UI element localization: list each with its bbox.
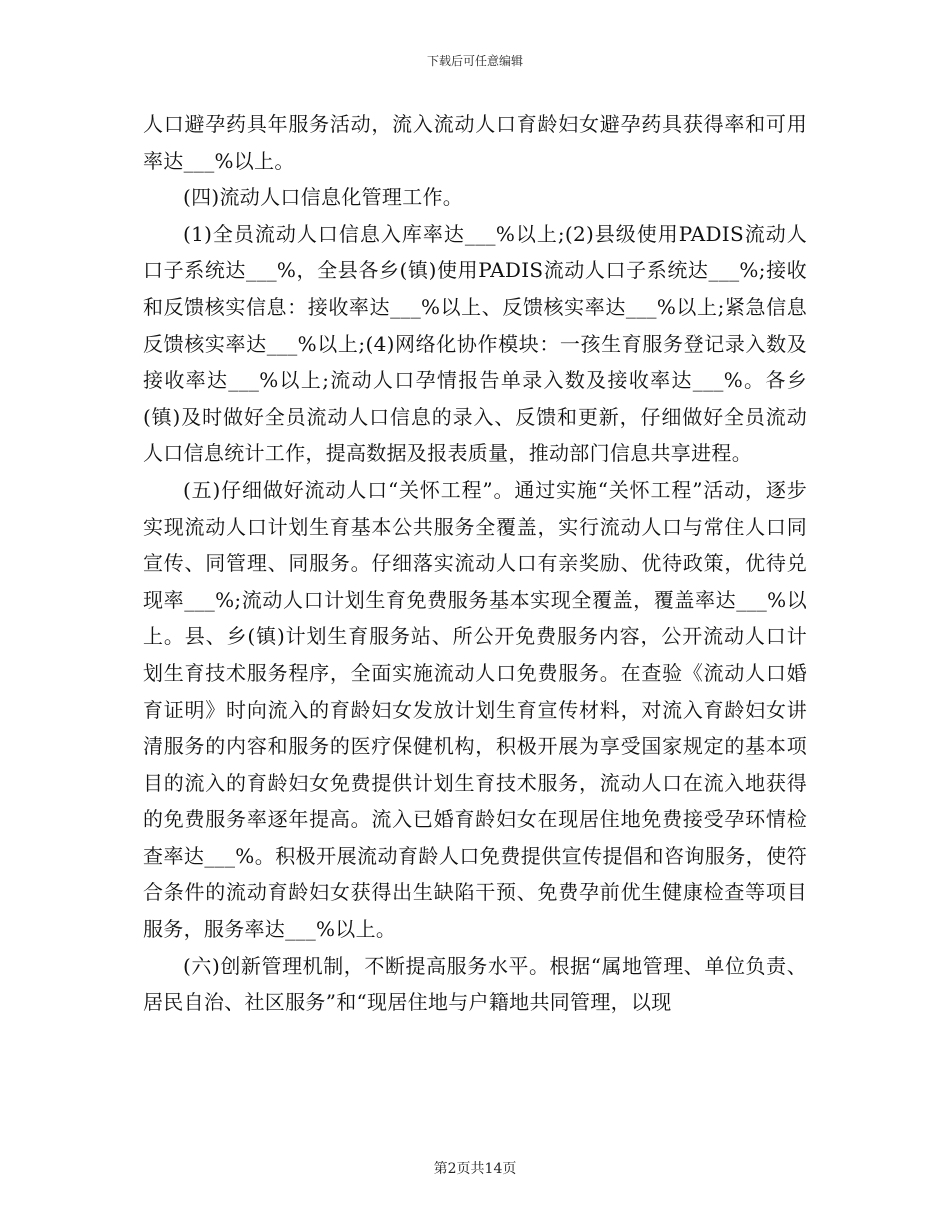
paragraph-continuation: 人口避孕药具年服务活动，流入流动人口育龄妇女避孕药具获得率和可用率达___%以上。 <box>143 112 807 173</box>
page-header: 下载后可任意编辑 <box>426 54 523 68</box>
paragraph-section-6: (六)创新管理机制，不断提高服务水平。根据“属地管理、单位负责、居民自治、社区服务”和“现居住地与户籍地共同管理，以现 <box>143 953 807 1015</box>
paragraph-section-4-body: (1)全员流动人口信息入库率达___%以上;(2)县级使用PADIS流动人口子系统达___%，全县各乡(镇)使用PADIS流动人口子系统达___%;接收和反馈核实信息：接收率达___%以上、反馈核实率达___%以上;紧急信息反馈核实率达___%以上;(4)网络化协作模块：一孩生育服务登记录入数及接收率达___%以上;流动人口孕情报告单录入数及接收率达___%。各乡(镇)及时做好全员流动人口信息的录入、反馈和更新，仔细做好全员流动人口信息统计工作，提高数据及报表质量，推动部门信息共享进程。 <box>143 221 807 466</box>
document-body <box>143 106 807 1021</box>
paragraph-section-5: (五)仔细做好流动人口“关怀工程”。通过实施“关怀工程”活动，逐步实现流动人口计划生育基本公共服务全覆盖，实行流动人口与常住人口同宣传、同管理、同服务。仔细落实流动人口有亲奖励、优待政策，优待兑现率___%;流动人口计划生育免费服务基本实现全覆盖，覆盖率达___%以上。县、乡(镇)计划生育服务站、所公开免费服务内容，公开流动人口计划生育技术服务程序，全面实施流动人口免费服务。在查验《流动人口婚育证明》时向流入的育龄妇女发放计划生育宣传材料，对流入育龄妇女讲清服务的内容和服务的医疗保健机构，积极开展为享受国家规定的基本项目的流入的育龄妇女免费提供计划生育技术服务，流动人口在流入地获得的免费服务率逐年提高。流入已婚育龄妇女在现居住地免费接受孕环情检查率达___%。积极开展流动育龄人口免费提供宣传提倡和咨询服务，使符合条件的流动育龄妇女获得出生缺陷干预、免费孕前优生健康检查等项目服务，服务率达___%以上。 <box>143 477 807 942</box>
paragraph-section-4-heading: (四)流动人口信息化管理工作。 <box>183 185 464 210</box>
page-footer: 第2页共14页 <box>433 1161 517 1177</box>
